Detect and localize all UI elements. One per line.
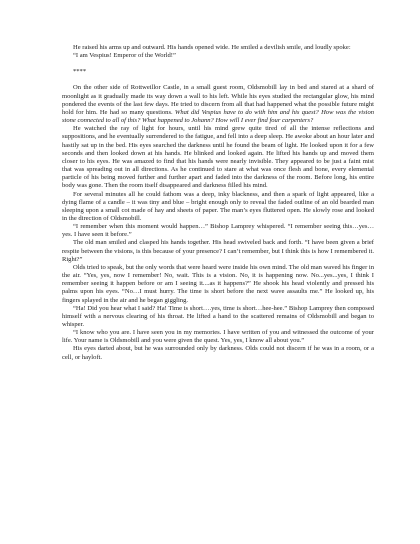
guest-room-text: On the other side of Rottweillor Castle, in a small guest room, Oldsmobill lay in bed and stared at a shard of moonlight as it gradually made its way down a wall to his left. While his eyes studied the rectangular glow, his mind pondered the events of the last few days. He tried to discern from all that had happened what the possible future might hold for him. He had so many questions.	[62, 84, 374, 116]
paragraph-blackness: For several minutes all he could fathom was a deep, inky blackness, and then a spark of light appeared, like a dying flame of a candle – it was tiny and blue – bright enough only to reveal the faded outline of an old bearded man sleeping upon a small cot made of hay and sheets of paper. The man’s eyes fluttered open. He slowly rose and looked in the direction of Oldsmobill.	[62, 190, 374, 222]
paragraph-ray-of-light: He watched the ray of light for hours, until his mind grew quite tired of all the intense reflections and suppositions, and he eventually surrendered to the fatigue, and fell into a deep sleep. He awoke about an hour later and hastily sat up in the bed. His eyes searched the darkness until he found the beam of light. He looked upon it for a few seconds and then looked down at his hands. He blinked and looked again. He lifted his hands up and moved them closer to his eyes. He was amazed to find that his hands were nearly invisible. They appeared to be just a faint mist that was spreading out in all directions. As he continued to stare at what was once flesh and bone, every elemental particle of his being moved further and further apart and faded into the darkness of the room. Before long, his entire body was gone. Then the room itself disappeared and darkness filled his mind.	[62, 125, 374, 190]
paragraph-raised-arms: He raised his arms up and outward. His hands opened wide. He smiled a devilish smile, and loudly spoke:	[73, 44, 351, 51]
paragraph-bishop-remember: “I remember when this moment would happen…” Bishop Lamprey whispered. “I remember seeing this…yes…yes. I have seen it before.”	[62, 223, 374, 239]
paragraph-time-is-short: “Ha! Did you hear what I said? Ha! Time is short….yes, time is short…hee-hee.” Bishop Lamprey then composed himself with a nervous clearing of his throat. He lifted a hand to the scattered remains of Oldsmobill and began to whisper.	[62, 304, 374, 328]
paragraph-vespius-declaration: “I am Vespius! Emperor of the World!”	[73, 52, 176, 60]
paragraph-i-know-you: “I know who you are. I have seen you in my memories. I have written of you and witnessed the outcome of your life. Your name is Oldsmobill and you were given the quest. Yes, yes, I know all about you.”	[62, 329, 374, 345]
paragraph-eyes-darted: His eyes darted about, but he was surrounded only by darkness. Olds could not discern if he was in a room, or a cell, or hayloft.	[62, 345, 374, 361]
paragraph-old-man-smiled: The old man smiled and clasped his hands together. His head swiveled back and forth. “I have been given a brief respite between the visions, is this because of your presence? I can’t remember, but I think this is how I remembered it. Right?”	[62, 239, 374, 263]
paragraph-guest-room	[62, 84, 374, 125]
paragraph-olds-tried: Olds tried to speak, but the only words that were heard were inside his own mind. The old man waved his finger in the air. “Yes, yes, now I remember! No, wait. This is a vision. No, it is happening now. No...yes...yes, I think I remember seeing it happen before or am I seeing it....as it happens?” He shook his head violently and pressed his palms upon his eyes. “No…I must hurry. The time is short before the next wave assaults me.” He looked up, his fingers splayed in the air and he began giggling.	[62, 263, 374, 304]
section-separator: ****	[73, 68, 87, 76]
italic-questions: What did Vespius have to do with him and his quest? How was the vision stone connected to all of this? What happened to Johann? How will I ever find four carpenters?	[62, 108, 374, 125]
